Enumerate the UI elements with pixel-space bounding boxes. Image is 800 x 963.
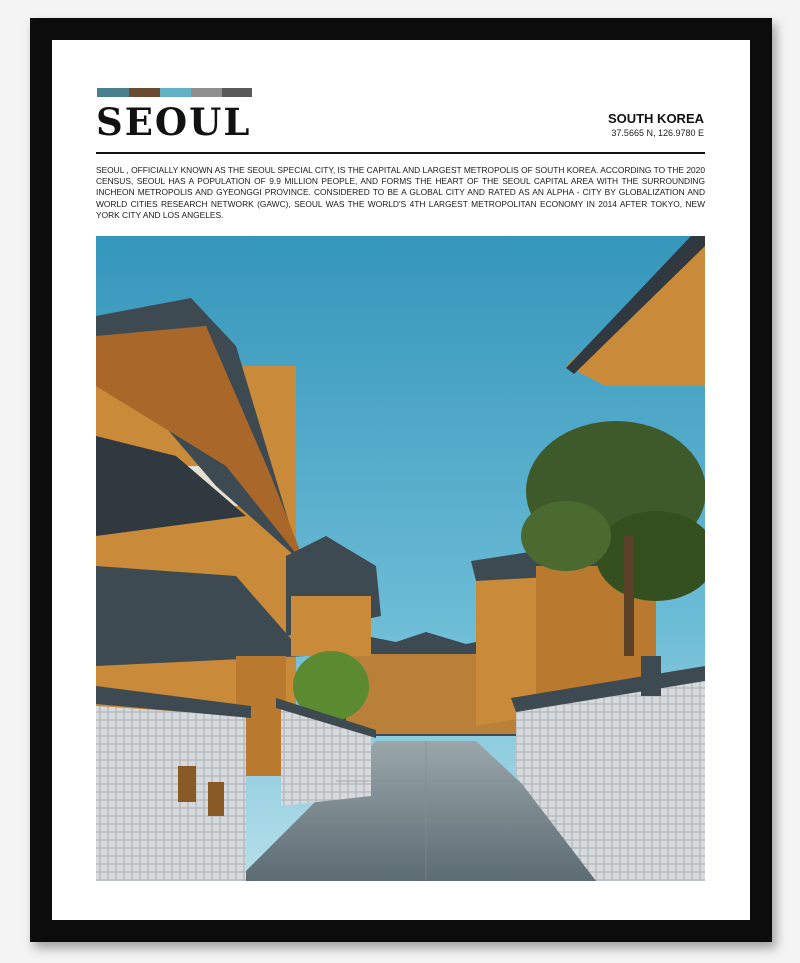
- city-description: SEOUL , OFFICIALLY KNOWN AS THE SEOUL SPECIAL CITY, IS THE CAPITAL AND LARGEST METROPOLIS OF SOUTH KOREA. ACCORDING TO THE 2020 CENSUS, SEOUL HAS A POPULATION OF 9.9 MILLION PEOPLE, AND FORMS THE HEART OF THE SEOUL CAPITAL AREA WITH THE SURROUNDING INCHEON METROPOLIS AND GYEONGGI PROVINCE. CONSIDERED TO BE A GLOBAL CITY AND RATED AS AN ALPHA - CITY BY GLOBALIZATION AND WORLD CITIES RESEARCH NETWORK (GAWC), SEOUL WAS THE WORLD'S 4TH LARGEST METROPOLITAN ECONOMY IN 2014 AFTER TOKYO, NEW YORK CITY AND LOS ANGELES.: [96, 165, 705, 220]
- palette-swatch: [160, 88, 191, 97]
- country-name: SOUTH KOREA: [607, 111, 704, 126]
- palette-swatch: [129, 88, 160, 97]
- palette-swatch: [97, 88, 129, 97]
- coordinates: 37.5665 N, 126.9780 E: [611, 128, 704, 138]
- palette-swatch: [191, 88, 222, 97]
- city-title: SEOUL: [96, 100, 252, 144]
- hanok-village-photo: [96, 236, 705, 881]
- title-divider: [96, 152, 705, 154]
- palette-swatch: [222, 88, 252, 97]
- color-palette: [97, 88, 252, 97]
